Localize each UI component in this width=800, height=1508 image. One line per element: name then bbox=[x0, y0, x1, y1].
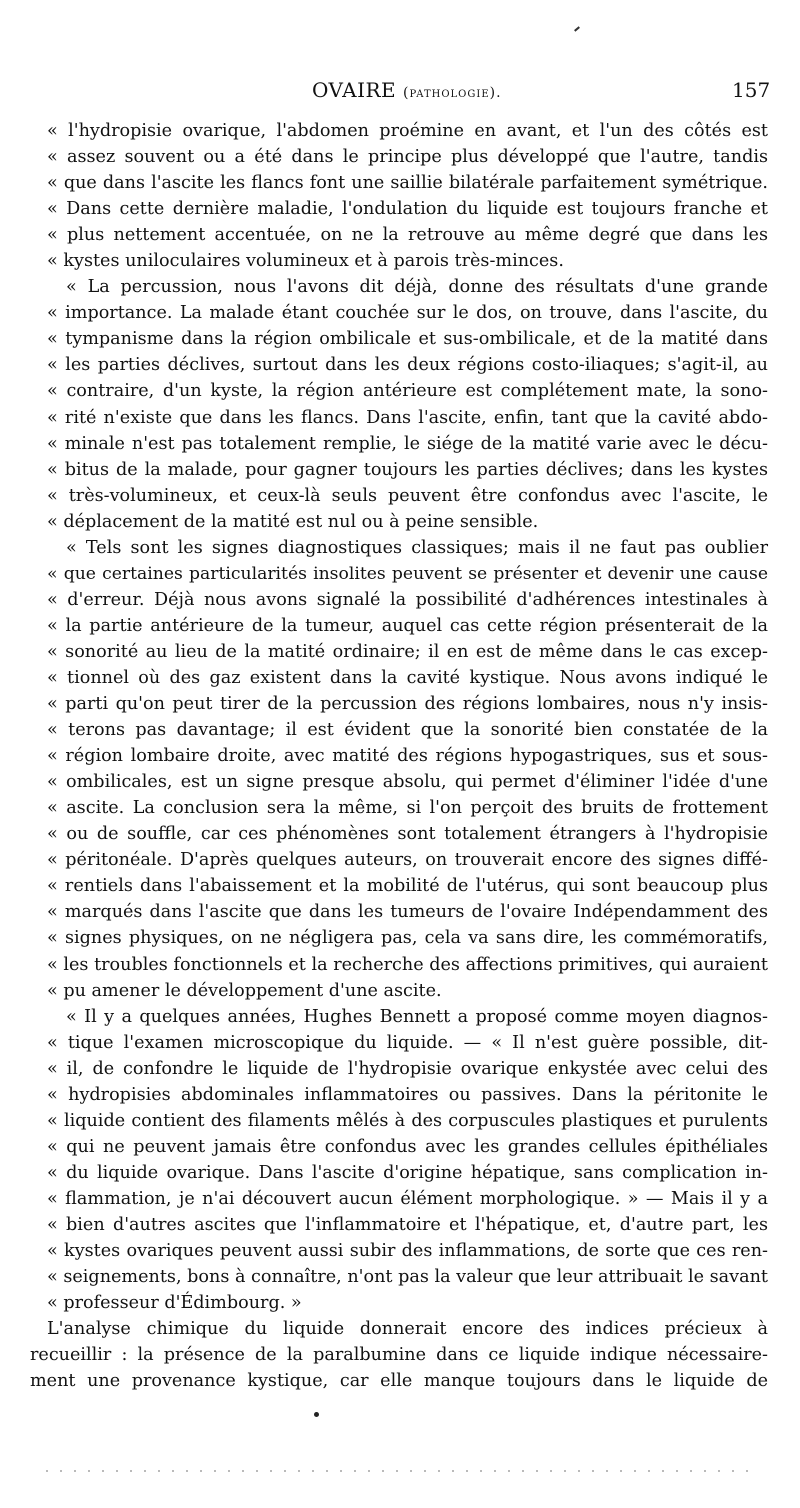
running-title-subtitle: (pathologie). bbox=[403, 85, 502, 101]
text-line: « terons pas davantage; il est évident que la sonorité bien constatée de la bbox=[47, 720, 768, 741]
stray-mark bbox=[574, 26, 580, 31]
text-line: « Il y a quelques années, Hughes Bennett a proposé comme moyen diagnos- bbox=[66, 1006, 768, 1027]
text-line: « kystes ovariques peuvent aussi subir des inflammations, de sorte que ces ren- bbox=[47, 1241, 768, 1262]
body-text bbox=[30, 118, 768, 1394]
text-line: « rité n'existe que dans les flancs. Dans l'ascite, enfin, tant que la cavité abdo- bbox=[47, 407, 768, 428]
text-line: « sonorité au lieu de la matité ordinaire; il en est de même dans le cas excep- bbox=[47, 641, 768, 662]
text-line: « les troubles fonctionnels et la recherche des affections primitives, qui auraient bbox=[47, 954, 768, 975]
text-line: « que dans l'ascite les flancs font une saillie bilatérale parfaitement symétrique. bbox=[47, 173, 768, 194]
text-line: « rentiels dans l'abaissement et la mobilité de l'utérus, qui sont beaucoup plus bbox=[47, 876, 768, 897]
running-header bbox=[0, 78, 800, 112]
text-line: « plus nettement accentuée, on ne la retrouve au même degré que dans les bbox=[47, 225, 768, 246]
text-line: « kystes uniloculaires volumineux et à parois très-minces. bbox=[47, 251, 564, 272]
text-line: « bien d'autres ascites que l'inflammatoire et l'hépatique, et, d'autre part, les bbox=[47, 1214, 768, 1235]
text-line: « liquide contient des filaments mêlés à des corpuscules plastiques et purulents bbox=[47, 1110, 768, 1131]
text-line: « d'erreur. Déjà nous avons signalé la possibilité d'adhérences intestinales à bbox=[47, 589, 768, 610]
text-line: « assez souvent ou a été dans le principe plus développé que l'autre, tandis bbox=[47, 147, 768, 168]
text-line: « la partie antérieure de la tumeur, auquel cas cette région présenterait de la bbox=[47, 615, 768, 636]
text-line: « seignements, bons à connaître, n'ont pas la valeur que leur attribuait le savant bbox=[47, 1267, 768, 1288]
text-line: « La percussion, nous l'avons dit déjà, donne des résultats d'une grande bbox=[66, 277, 768, 298]
text-line: recueillir : la présence de la paralbumine dans ce liquide indique nécessaire- bbox=[30, 1345, 768, 1366]
text-line: « péritonéale. D'après quelques auteurs, on trouverait encore des signes diffé- bbox=[47, 850, 768, 871]
text-line: « ombilicales, est un signe presque absolu, qui permet d'éliminer l'idée d'une bbox=[47, 772, 768, 793]
text-line: « ascite. La conclusion sera la même, si l'on perçoit des bruits de frottement bbox=[47, 798, 768, 819]
text-line: « importance. La malade étant couchée sur le dos, on trouve, dans l'ascite, du bbox=[47, 303, 768, 324]
text-line: « minale n'est pas totalement remplie, le siége de la matité varie avec le décu- bbox=[47, 433, 768, 454]
text-line: « tympanisme dans la région ombilicale et sus-ombilicale, et de la matité dans bbox=[47, 329, 768, 350]
text-line: « que certaines particularités insolites peuvent se présenter et devenir une cause bbox=[47, 563, 768, 584]
text-line: « tique l'examen microscopique du liquide. — « Il n'est guère possible, dit- bbox=[47, 1032, 768, 1053]
text-line: L'analyse chimique du liquide donnerait encore des indices précieux à bbox=[47, 1319, 768, 1340]
text-line: « Tels sont les signes diagnostiques classiques; mais il ne faut pas oublier bbox=[66, 537, 768, 558]
text-line: « hydropisies abdominales inflammatoires ou passives. Dans la péritonite le bbox=[47, 1084, 768, 1105]
text-line: « très-volumineux, et ceux-là seuls peuvent être confondus avec l'ascite, le bbox=[47, 485, 768, 506]
running-title bbox=[312, 78, 502, 102]
text-line: « pu amener le développement d'une ascite. bbox=[47, 980, 442, 1001]
text-line: « qui ne peuvent jamais être confondus avec les grandes cellules épithéliales bbox=[47, 1136, 768, 1157]
text-line: « du liquide ovarique. Dans l'ascite d'origine hépatique, sans complication in- bbox=[47, 1162, 768, 1183]
text-line: « ou de souffle, car ces phénomènes sont totalement étrangers à l'hydropisie bbox=[47, 824, 768, 845]
text-line: « tionnel où des gaz existent dans la cavité kystique. Nous avons indiqué le bbox=[47, 667, 768, 688]
text-line: « marqués dans l'ascite que dans les tumeurs de l'ovaire Indépendamment des bbox=[47, 902, 768, 923]
text-line: « parti qu'on peut tirer de la percussion des régions lombaires, nous n'y insis- bbox=[47, 694, 768, 715]
text-line: « région lombaire droite, avec matité des régions hypogastriques, sus et sous- bbox=[47, 746, 768, 767]
page-number: 157 bbox=[732, 78, 771, 102]
text-line: ment une provenance kystique, car elle manque toujours dans le liquide de bbox=[30, 1371, 768, 1392]
text-line: « Dans cette dernière maladie, l'ondulation du liquide est toujours franche et bbox=[47, 199, 768, 220]
text-line: « flammation, je n'ai découvert aucun élément morphologique. » — Mais il y a bbox=[47, 1188, 768, 1209]
text-line: « signes physiques, on ne négligera pas, cela va sans dire, les commémoratifs, bbox=[47, 928, 768, 949]
text-line: « les parties déclives, surtout dans les deux régions costo-iliaques; s'agit-il, au bbox=[47, 355, 768, 376]
text-line: « professeur d'Édimbourg. » bbox=[47, 1293, 302, 1314]
text-line: « il, de confondre le liquide de l'hydropisie ovarique enkystée avec celui des bbox=[47, 1058, 768, 1079]
text-line: « l'hydropisie ovarique, l'abdomen proémine en avant, et l'un des côtés est bbox=[47, 121, 768, 141]
ink-speck bbox=[314, 1412, 319, 1417]
bottom-dotted-artifact bbox=[40, 1470, 760, 1472]
text-line: « déplacement de la matité est nul ou à peine sensible. bbox=[47, 511, 539, 532]
text-line: « bitus de la malade, pour gagner toujours les parties déclives; dans les kystes bbox=[47, 459, 768, 480]
running-title-main: OVAIRE bbox=[312, 78, 397, 102]
text-line: « contraire, d'un kyste, la région antérieure est complétement mate, la sono- bbox=[47, 381, 768, 402]
